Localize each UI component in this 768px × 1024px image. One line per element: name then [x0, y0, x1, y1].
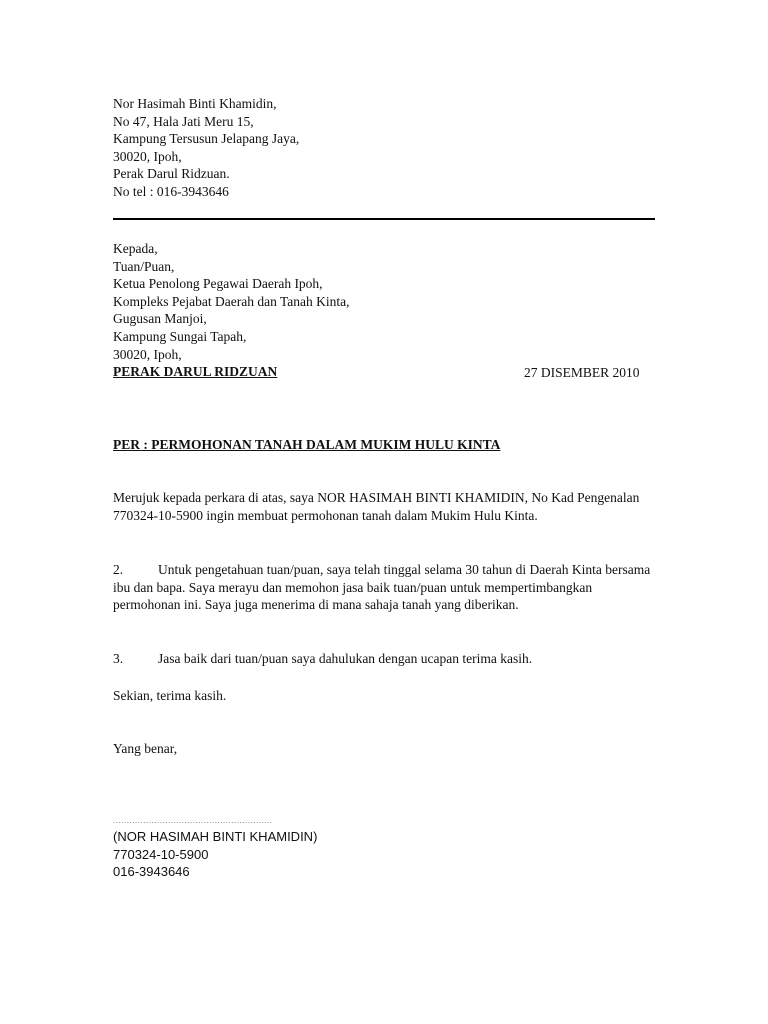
sender-postcode: 30020, Ipoh, [113, 148, 182, 164]
signature-dotted-line: .......................................................... [113, 815, 273, 825]
letter-subject: PER : PERMOHONAN TANAH DALAM MUKIM HULU KINTA [113, 437, 501, 452]
header-divider [113, 218, 655, 220]
recipient-office: Kompleks Pejabat Daerah dan Tanah Kinta, [113, 293, 350, 309]
paragraph-3 [113, 650, 658, 668]
recipient-state: PERAK DARUL RIDZUAN [113, 364, 278, 380]
paragraph-1: Merujuk kepada perkara di atas, saya NOR HASIMAH BINTI KHAMIDIN, No Kad Pengenalan 770324-10-5900 ingin membuat permohonan tanah dalam Mukim Hulu Kinta. [113, 490, 640, 523]
paragraph-3-text: Jasa baik dari tuan/puan saya dahulukan dengan ucapan terima kasih. [158, 651, 533, 666]
recipient-area: Gugusan Manjoi, [113, 311, 207, 327]
recipient-village: Kampung Sungai Tapah, [113, 328, 247, 344]
signature-block [113, 828, 317, 881]
recipient-salutation: Tuan/Puan, [113, 258, 175, 274]
recipient-kepada: Kepada, [113, 241, 158, 256]
signature-ic: 770324-10-5900 [113, 846, 209, 862]
sender-village: Kampung Tersusun Jelapang Jaya, [113, 131, 300, 147]
sender-name: Nor Hasimah Binti Khamidin, [113, 96, 277, 111]
signature-phone: 016-3943646 [113, 864, 190, 880]
paragraph-2-text: Untuk pengetahuan tuan/puan, saya telah tinggal selama 30 tahun di Daerah Kinta bersama ibu dan bapa. Saya merayu dan memohon jasa baik tuan/puan untuk mempertimbangkan permohonan ini. Saya juga menerima di mana sahaja tanah yang diberikan. [113, 562, 651, 613]
paragraph-2-number: 2. [113, 562, 124, 577]
letter-date: 27 DISEMBER 2010 [524, 365, 640, 380]
recipient-address [113, 240, 349, 381]
signature-name: (NOR HASIMAH BINTI KHAMIDIN) [113, 829, 318, 844]
sender-address [113, 95, 299, 201]
signoff-line: Yang benar, [113, 741, 178, 756]
paragraph-3-number: 3. [113, 651, 124, 666]
recipient-title: Ketua Penolong Pegawai Daerah Ipoh, [113, 276, 323, 292]
paragraph-2 [113, 561, 658, 614]
closing-line: Sekian, terima kasih. [113, 688, 227, 703]
sender-phone: No tel : 016-3943646 [113, 183, 229, 199]
recipient-postcode: 30020, Ipoh, [113, 346, 182, 362]
sender-street: No 47, Hala Jati Meru 15, [113, 113, 254, 129]
sender-state: Perak Darul Ridzuan. [113, 166, 230, 182]
